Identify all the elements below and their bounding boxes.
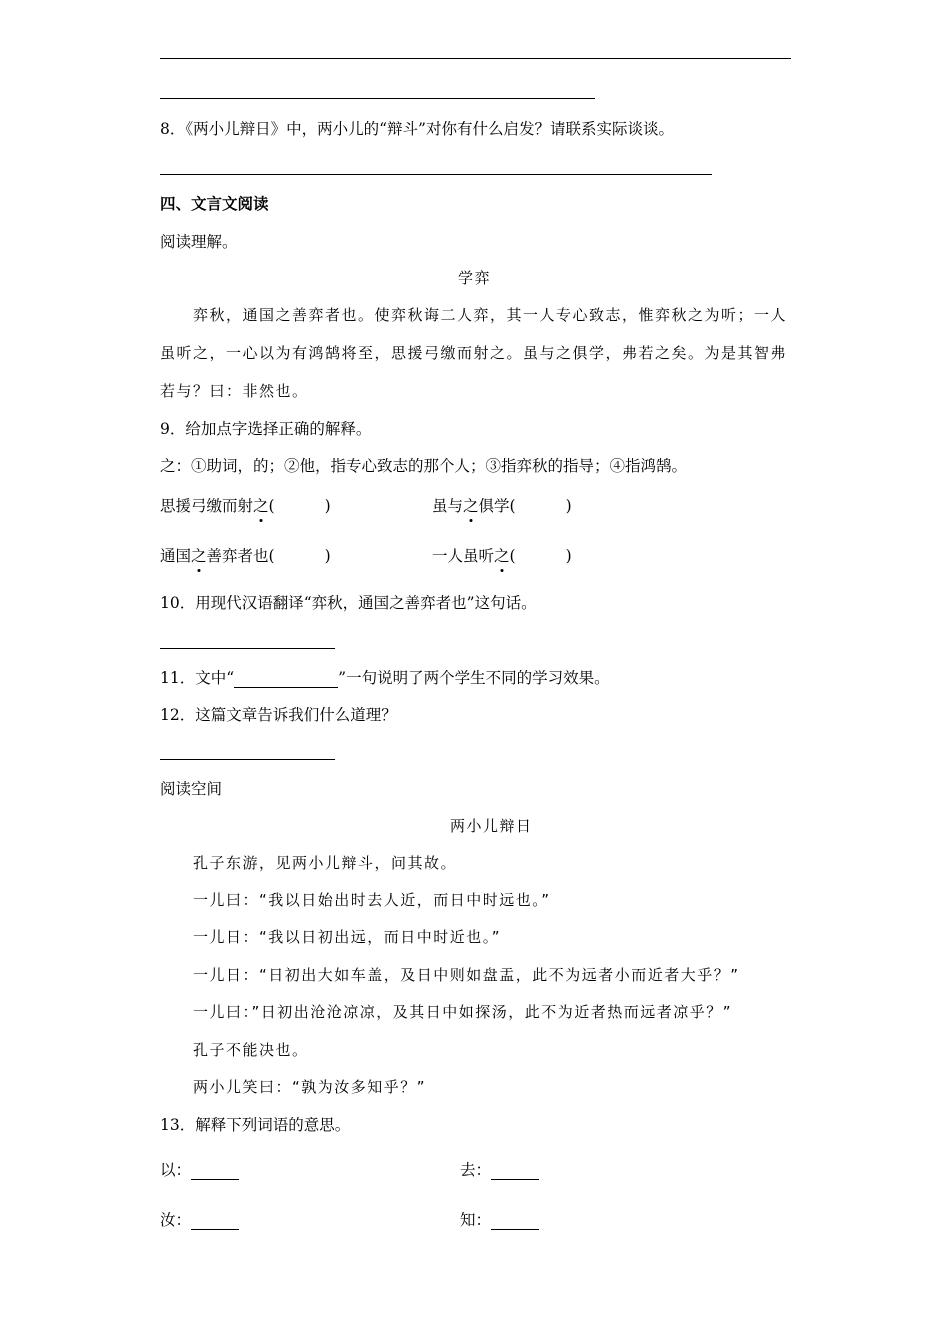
item-text: 通国 xyxy=(160,547,192,565)
question-11-prefix: 11．文中“ xyxy=(160,669,235,687)
question-9: 9．给加点字选择正确的解释。 xyxy=(160,420,372,438)
passage-line: 孔子东游，见两小儿辩斗，问其故。 xyxy=(193,854,458,872)
paren-open: ( xyxy=(509,497,516,515)
item-text: 俱学 xyxy=(478,497,510,515)
paren-close: ) xyxy=(565,547,572,565)
question-11 xyxy=(160,666,610,688)
passage-line: 孔子不能决也。 xyxy=(193,1041,309,1059)
question-12: 12．这篇文章告诉我们什么道理？ xyxy=(160,706,397,724)
passage-line: 虽听之，一心以为有鸿鹄将至，思援弓缴而射之。虽与之俱学，弗若之矣。为是其智弗 xyxy=(160,344,788,362)
question-13: 13．解释下列词语的意思。 xyxy=(160,1116,351,1134)
term-label: 汝： xyxy=(160,1211,192,1229)
answer-blank[interactable] xyxy=(491,1215,539,1230)
paren-open: ( xyxy=(509,547,516,565)
paren-close: ) xyxy=(565,497,572,515)
term-item xyxy=(160,1208,239,1230)
passage-line: 两小儿笑曰：“孰为汝多知乎？” xyxy=(193,1078,427,1096)
section-intro: 阅读理解。 xyxy=(160,233,238,251)
term-item xyxy=(460,1208,539,1230)
answer-blank[interactable] xyxy=(191,1215,239,1230)
question-8: 8．《两小儿辩日》中，两小儿的“辩斗”对你有什么启发？请联系实际谈谈。 xyxy=(160,120,674,138)
term-label: 知： xyxy=(460,1211,492,1229)
passage-title: 两小儿辩日 xyxy=(450,817,533,835)
answer-line[interactable] xyxy=(160,759,335,760)
passage-line: 若与？曰：非然也。 xyxy=(160,382,309,400)
question-11-suffix: ”一句说明了两个学生不同的学习效果。 xyxy=(338,669,610,687)
answer-blank[interactable] xyxy=(491,1165,539,1180)
term-label: 去： xyxy=(460,1161,492,1179)
answer-line[interactable] xyxy=(160,174,712,175)
item-text: 善弈者也 xyxy=(206,547,269,565)
term-label: 以： xyxy=(160,1161,192,1179)
dotted-char: 之 xyxy=(253,494,269,516)
question-9-item xyxy=(160,544,331,566)
passage-line: 一儿曰：“我以日始出时去人近，而日中时远也。” xyxy=(193,891,551,909)
item-text: 一人虽听 xyxy=(432,547,495,565)
question-9-options: 之：①助词，的；②他，指专心致志的那个人；③指弈秋的指导；④指鸿鹄。 xyxy=(160,457,688,475)
answer-line[interactable] xyxy=(160,648,335,649)
passage-line: 一儿日：“我以日初出远，而日中时近也。” xyxy=(193,928,502,946)
question-10: 10．用现代汉语翻译“弈秋，通国之善弈者也”这句话。 xyxy=(160,594,537,612)
dotted-char: 之 xyxy=(494,544,510,566)
passage-line: 一儿日：“日初出大如车盖，及日中则如盘盂，此不为远者小而近者大乎？” xyxy=(193,966,740,984)
paren-close: ) xyxy=(324,547,331,565)
answer-blank[interactable] xyxy=(191,1165,239,1180)
passage-title: 学弈 xyxy=(458,269,492,287)
term-item xyxy=(460,1158,539,1180)
paren-close: ) xyxy=(324,497,331,515)
question-9-item xyxy=(432,494,572,516)
paren-open: ( xyxy=(268,497,275,515)
dotted-char: 之 xyxy=(463,494,479,516)
item-text: 虽与 xyxy=(432,497,464,515)
paren-open: ( xyxy=(268,547,275,565)
passage-line: 弈秋，通国之善弈者也。使弈秋诲二人弈，其一人专心致志，惟弈秋之为听；一人 xyxy=(193,306,788,324)
answer-blank[interactable] xyxy=(234,673,338,688)
term-item xyxy=(160,1158,239,1180)
dotted-char: 之 xyxy=(191,544,207,566)
answer-line[interactable] xyxy=(160,98,595,99)
question-9-item xyxy=(160,494,331,516)
answer-line[interactable] xyxy=(160,58,791,59)
section-heading: 四、文言文阅读 xyxy=(160,195,269,213)
item-text: 思援弓缴而射 xyxy=(160,497,254,515)
question-9-item xyxy=(432,544,572,566)
passage-line: 一儿曰：”日初出沧沧凉凉，及其日中如探汤，此不为近者热而远者凉乎？” xyxy=(193,1003,733,1021)
reading-space-label: 阅读空间 xyxy=(160,780,223,798)
